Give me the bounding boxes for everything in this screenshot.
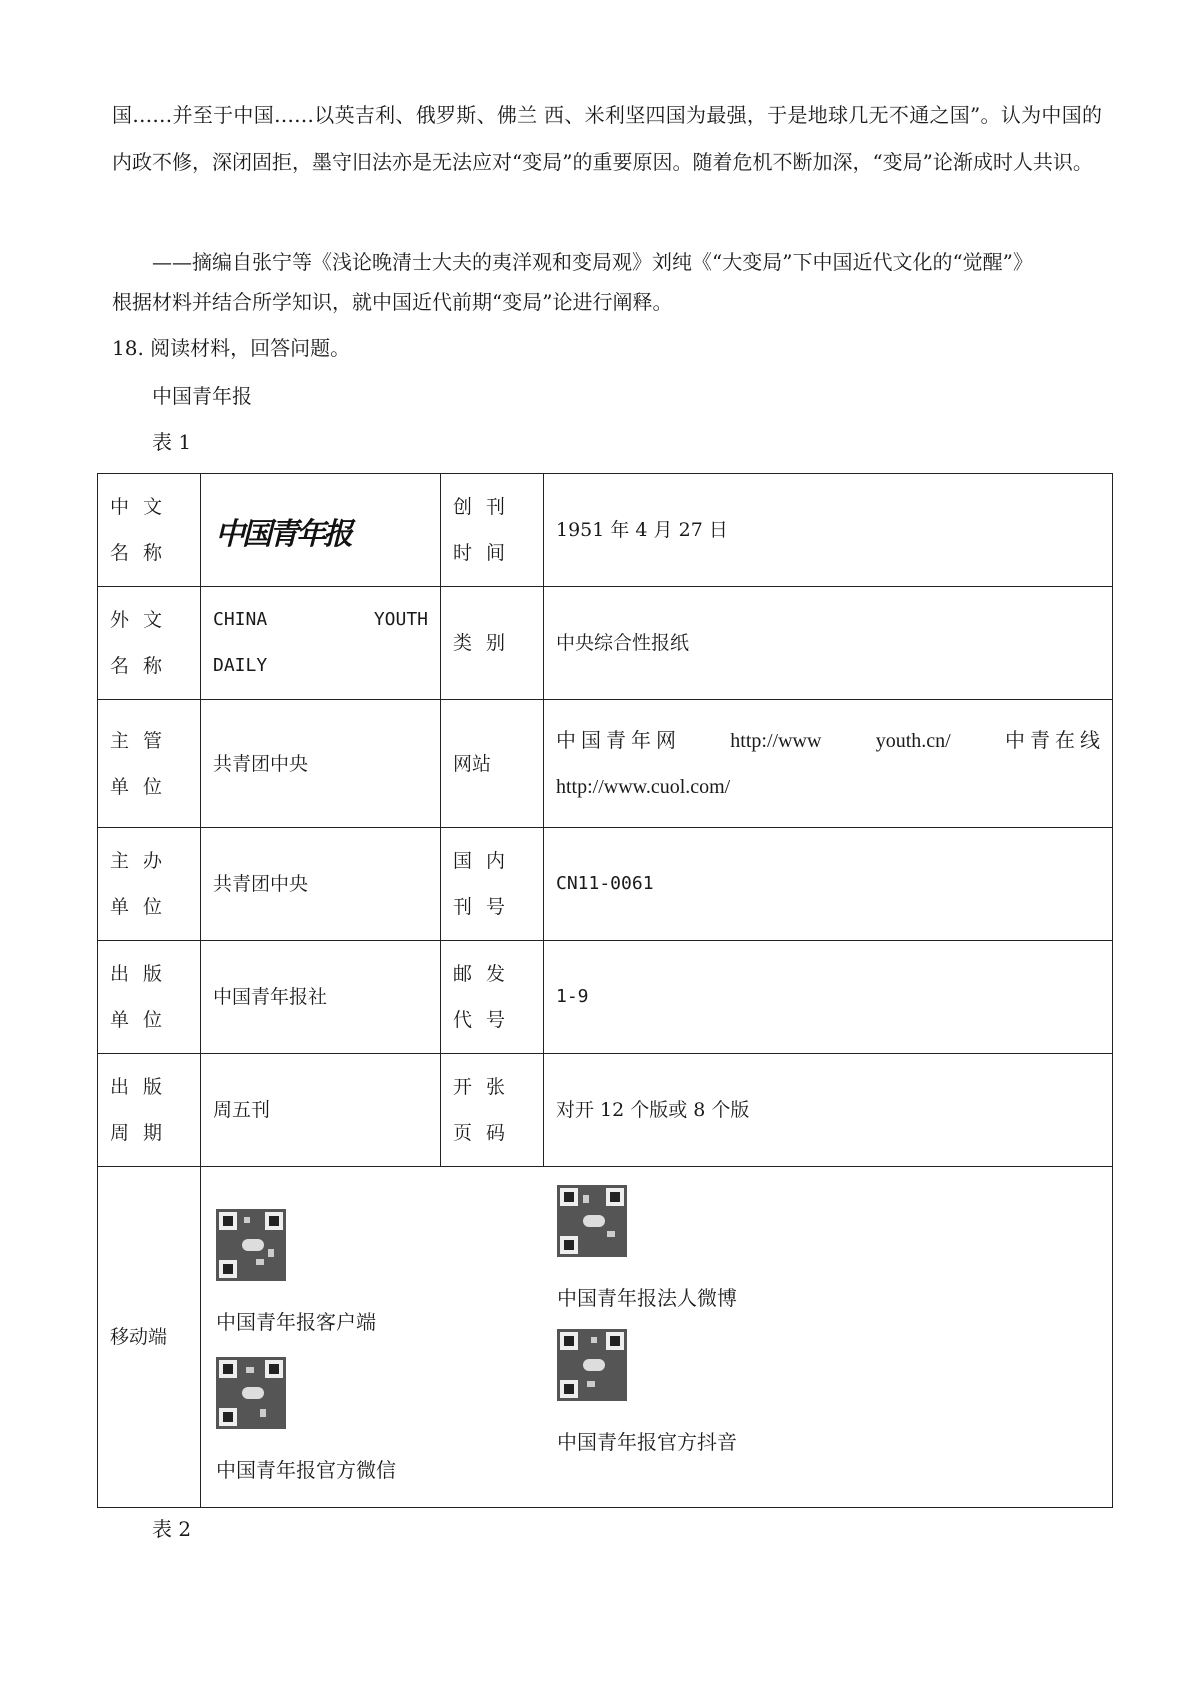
table-row: [98, 700, 1113, 828]
qr-code-icon[interactable]: [216, 1209, 286, 1281]
qr-code-icon[interactable]: [557, 1329, 627, 1401]
newspaper-calligraphy-logo: [213, 504, 350, 556]
newspaper-info-table: [97, 473, 1113, 1508]
english-word: YOUTH: [373, 609, 428, 630]
qr-item: [216, 1357, 396, 1493]
table-1-label: 表 1: [152, 430, 192, 454]
key-cell: 类别: [441, 587, 544, 700]
logo-cell: [201, 474, 441, 587]
value-cell: 中央综合性报纸: [544, 587, 1113, 700]
value-cell: [201, 587, 441, 700]
value-cell: 1-9: [544, 941, 1113, 1054]
website-name: 中 青 在 线: [1004, 729, 1100, 752]
question-18-title: 18. 阅读材料，回答问题。: [112, 336, 351, 360]
key-cell: 出版周期: [98, 1054, 201, 1167]
value-cell: 周五刊: [201, 1054, 441, 1167]
key-cell: 主管单位: [98, 700, 201, 828]
citation-question: 根据材料并结合所学知识，就中国近代前期“变局”论进行阐释。: [112, 290, 673, 314]
svg-text:中国青年报: 中国青年报: [215, 517, 350, 552]
website-name: 中 国 青 年 网: [556, 729, 676, 752]
newspaper-subtitle: 中国青年报: [152, 384, 252, 408]
value-cell: 共青团中央: [201, 700, 441, 828]
website-url-link[interactable]: youth.cn/: [875, 729, 951, 752]
table-row: [98, 1054, 1113, 1167]
english-word: DAILY: [213, 655, 268, 676]
qr-code-icon[interactable]: [216, 1357, 286, 1429]
table-row: [98, 587, 1113, 700]
citation: [112, 242, 1112, 322]
qr-item: [557, 1329, 737, 1465]
key-cell: 邮发代号: [441, 941, 544, 1054]
website-url-link[interactable]: http://www.cuol.com/: [556, 775, 731, 798]
website-line: [556, 718, 1100, 764]
english-word: CHINA: [213, 609, 268, 630]
qr-caption: 中国青年报法人微博: [557, 1286, 737, 1310]
mobile-qr-cell: [201, 1167, 1113, 1508]
table-2-label: 表 2: [152, 1517, 192, 1541]
value-cell: 1951 年 4 月 27 日: [544, 474, 1113, 587]
key-cell: 出版单位: [98, 941, 201, 1054]
table-row: [98, 941, 1113, 1054]
qr-caption: 中国青年报官方微信: [216, 1458, 396, 1482]
intro-paragraph: 国……并至于中国……以英吉利、俄罗斯、佛兰 西、米利坚四国为最强，于是地球几无不通之国”。认为中国的内政不修，深闭固拒，墨守旧法亦是无法应对“变局”的重要原因。随着危机不断加深，“变局”论渐成时人共识。: [112, 103, 1102, 174]
mobile-label-cell: 移动端: [98, 1167, 201, 1508]
key-cell: 国内刊号: [441, 828, 544, 941]
table-row: [98, 1167, 1113, 1508]
qr-caption: 中国青年报官方抖音: [557, 1430, 737, 1454]
value-cell: 中国青年报社: [201, 941, 441, 1054]
qr-caption: 中国青年报客户端: [216, 1310, 376, 1334]
key-cell: 开张页码: [441, 1054, 544, 1167]
english-name-line: [213, 597, 428, 643]
value-cell: CN11-0061: [544, 828, 1113, 941]
website-cell: [544, 700, 1113, 828]
table-row: [98, 474, 1113, 587]
website-url-link[interactable]: http://www: [730, 729, 822, 752]
qr-code-icon[interactable]: [557, 1185, 627, 1257]
value-cell: 对开 12 个版或 8 个版: [544, 1054, 1113, 1167]
key-cell: 外文名称: [98, 587, 201, 700]
key-cell: 创刊时间: [441, 474, 544, 587]
key-cell: 网站: [441, 700, 544, 828]
value-cell: 共青团中央: [201, 828, 441, 941]
qr-item: [557, 1185, 737, 1321]
key-cell: 中文名称: [98, 474, 201, 587]
citation-source: ——摘编自张宁等《浅论晚清士大夫的夷洋观和变局观》刘纯《“大变局”下中国近代文化的“觉醒”》: [152, 250, 1033, 274]
qr-item: [216, 1209, 376, 1345]
key-cell: 主办单位: [98, 828, 201, 941]
table-row: [98, 828, 1113, 941]
